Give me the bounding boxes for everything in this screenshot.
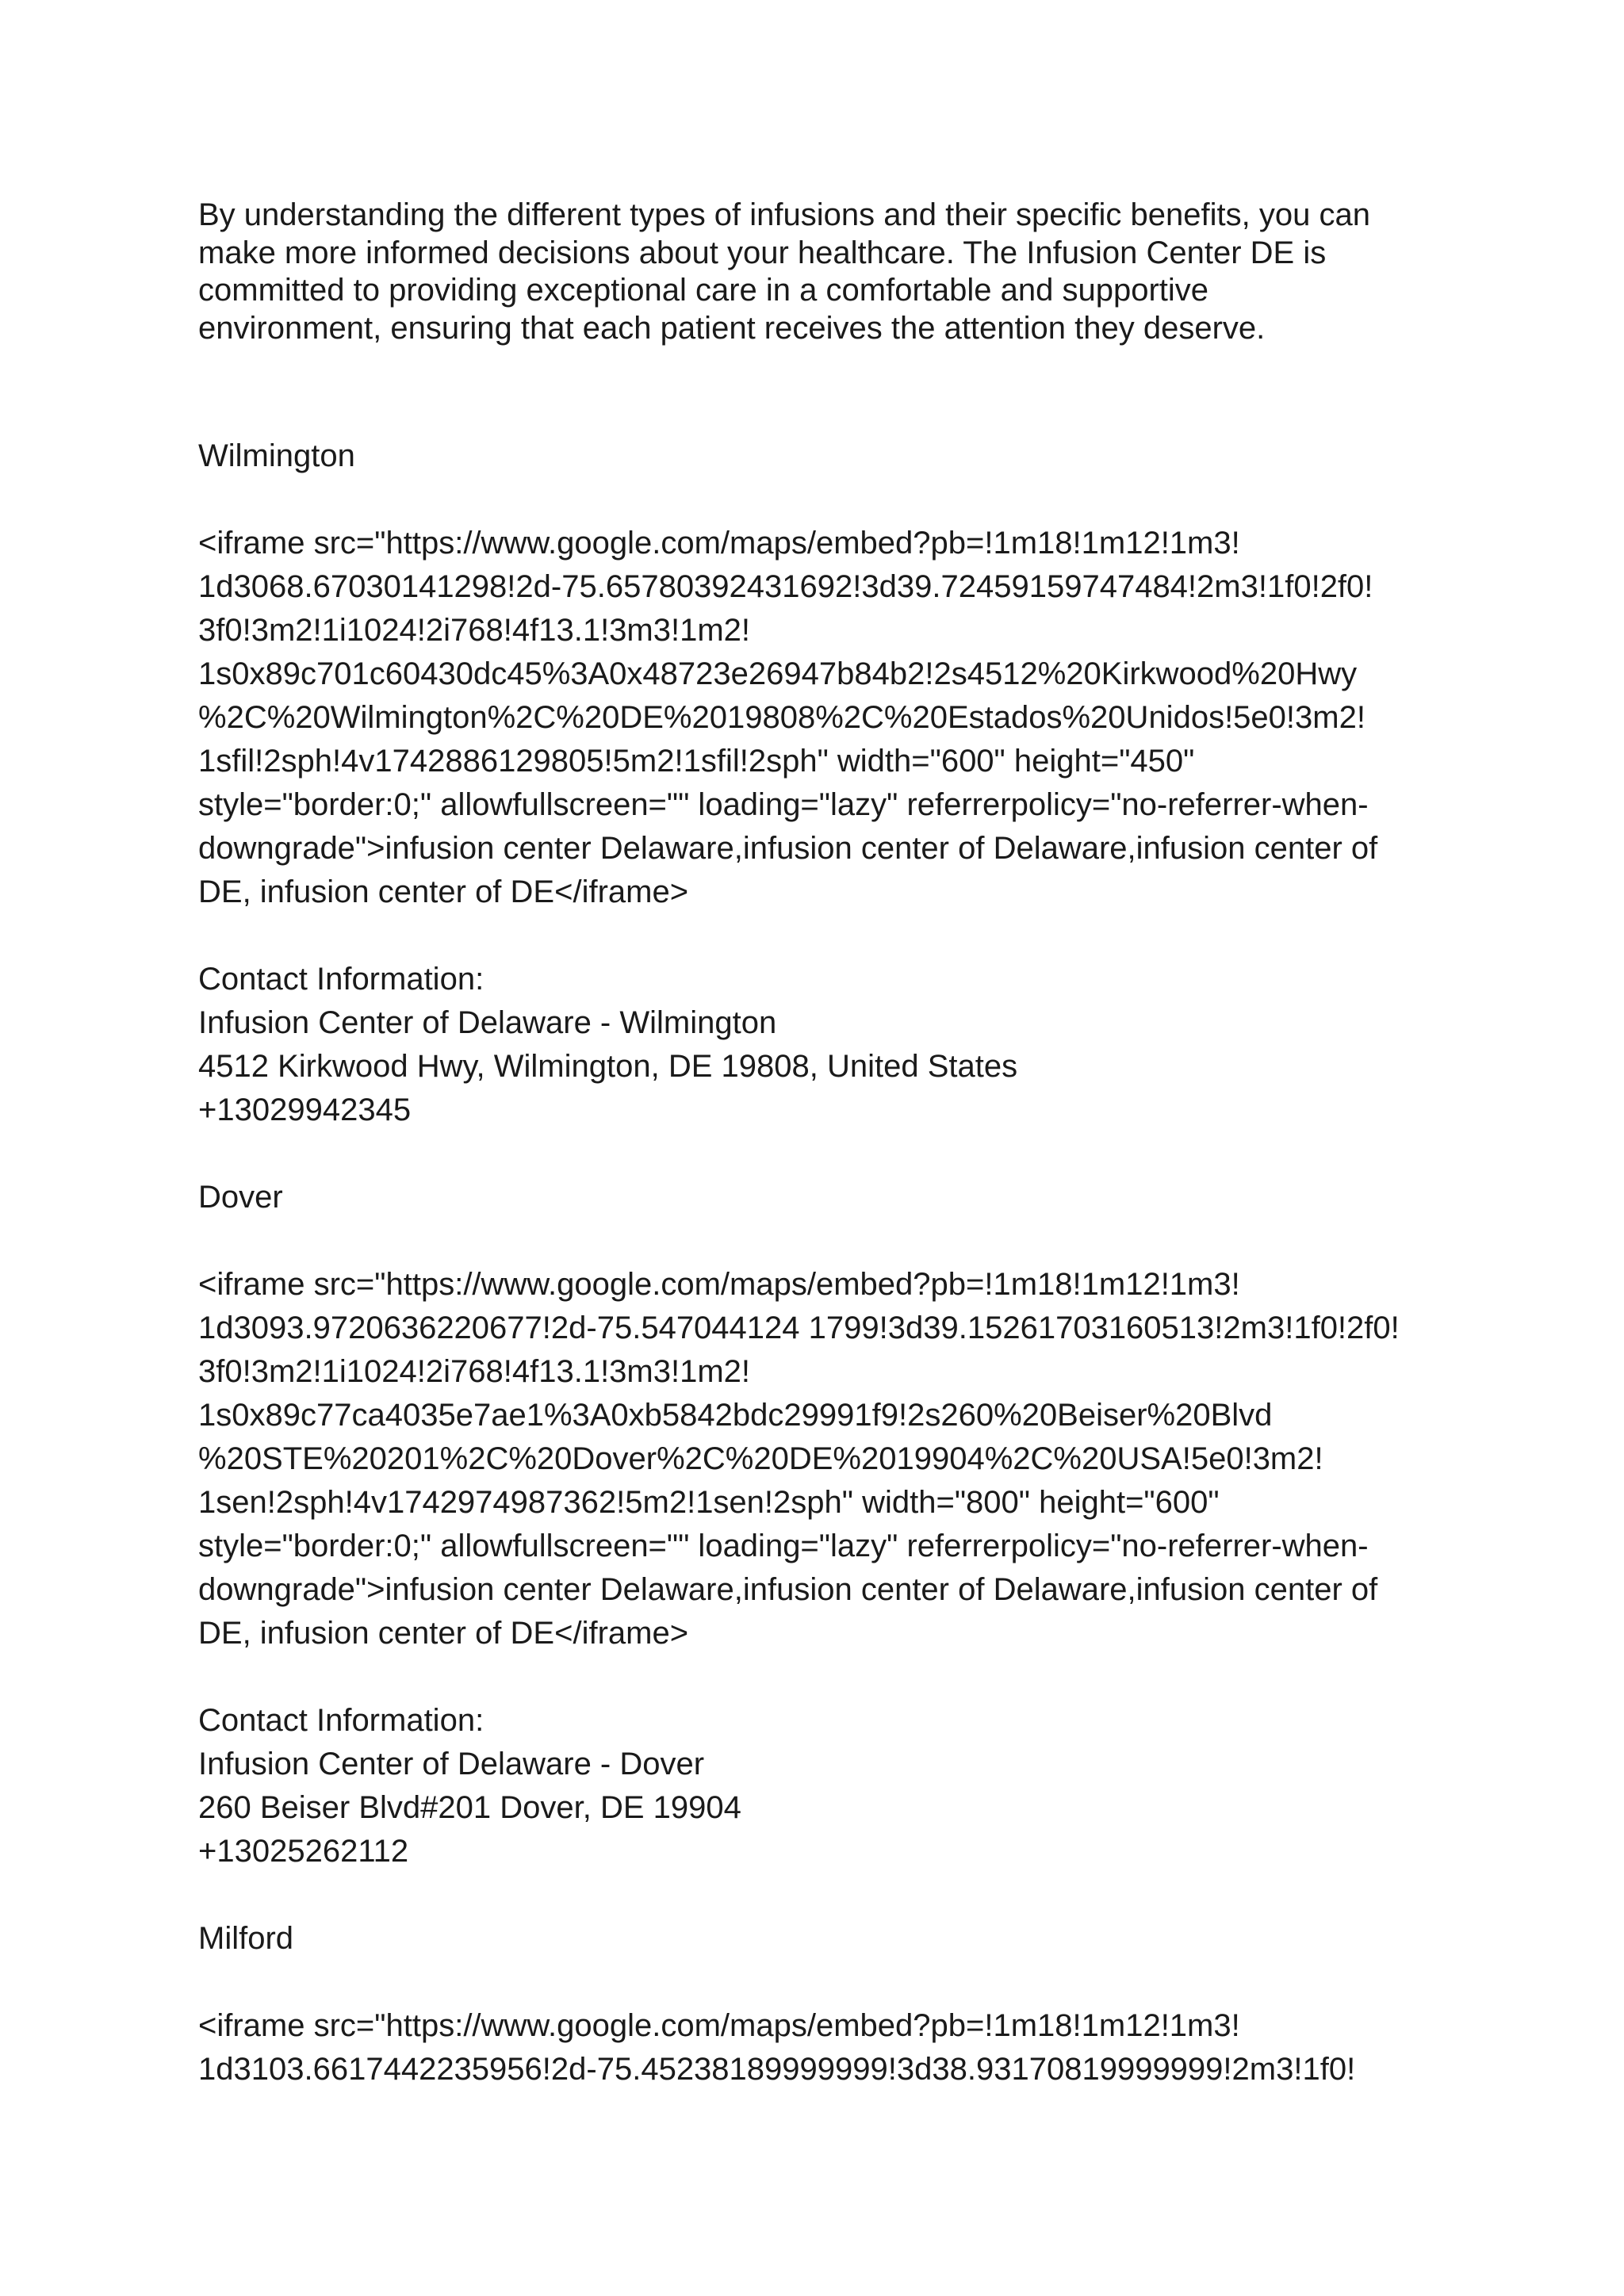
location-heading: Dover <box>198 1180 283 1215</box>
embed-line: 1d3068.67030141298!2d-75.65780392431692!3d39.72459159747484!2m3!1f0!2f0! <box>198 569 1373 604</box>
contact-block <box>198 958 1451 1132</box>
embed-line: 3f0!3m2!1i1024!2i768!4f13.1!3m3!1m2! <box>198 1354 751 1389</box>
embed-line: 3f0!3m2!1i1024!2i768!4f13.1!3m3!1m2! <box>198 613 751 648</box>
map-embed-code <box>198 522 1451 914</box>
document-page <box>198 197 1451 2091</box>
embed-line: 1sfil!2sph!4v1742886129805!5m2!1sfil!2sph" width="600" height="450" <box>198 744 1195 779</box>
location-dover <box>198 1176 1451 1873</box>
location-heading: Wilmington <box>198 438 355 473</box>
intro-paragraph <box>198 197 1451 347</box>
embed-line: 1d3103.6617442235956!2d-75.45238189999999!3d38.93170819999999!2m3!1f0! <box>198 2052 1356 2087</box>
embed-line: DE, infusion center of DE</iframe> <box>198 874 689 909</box>
embed-line: 1s0x89c701c60430dc45%3A0x48723e26947b84b2!2s4512%20Kirkwood%20Hwy <box>198 656 1358 691</box>
map-embed-code <box>198 2004 1451 2091</box>
intro-line: make more informed decisions about your healthcare. The Infusion Center DE is <box>198 235 1327 270</box>
intro-line: environment, ensuring that each patient receives the attention they deserve. <box>198 310 1266 346</box>
intro-line: committed to providing exceptional care in a comfortable and supportive <box>198 273 1209 308</box>
embed-line: downgrade">infusion center Delaware,infusion center of Delaware,infusion center of <box>198 831 1378 866</box>
embed-line: <iframe src="https://www.google.com/maps/embed?pb=!1m18!1m12!1m3! <box>198 1267 1240 1302</box>
embed-line: %2C%20Wilmington%2C%20DE%2019808%2C%20Estados%20Unidos!5e0!3m2! <box>198 700 1365 735</box>
embed-line: style="border:0;" allowfullscreen="" loading="lazy" referrerpolicy="no-referrer-when- <box>198 787 1369 822</box>
contact-phone: +13025262112 <box>198 1834 409 1869</box>
map-embed-code <box>198 1263 1451 1655</box>
contact-heading: Contact Information: <box>198 962 485 997</box>
embed-line: <iframe src="https://www.google.com/maps/embed?pb=!1m18!1m12!1m3! <box>198 2008 1240 2043</box>
intro-line: By understanding the different types of infusions and their specific benefits, you can <box>198 197 1370 232</box>
contact-name: Infusion Center of Delaware - Dover <box>198 1747 705 1781</box>
embed-line: style="border:0;" allowfullscreen="" loading="lazy" referrerpolicy="no-referrer-when- <box>198 1529 1369 1563</box>
contact-phone: +13029942345 <box>198 1093 412 1127</box>
embed-line: DE, infusion center of DE</iframe> <box>198 1616 689 1651</box>
contact-address: 260 Beiser Blvd#201 Dover, DE 19904 <box>198 1790 741 1825</box>
contact-heading: Contact Information: <box>198 1703 485 1738</box>
contact-address: 4512 Kirkwood Hwy, Wilmington, DE 19808, United States <box>198 1049 1018 1084</box>
embed-line: 1sen!2sph!4v1742974987362!5m2!1sen!2sph" width="800" height="600" <box>198 1485 1220 1520</box>
location-milford <box>198 1917 1451 2091</box>
contact-block <box>198 1699 1451 1873</box>
embed-line: downgrade">infusion center Delaware,infusion center of Delaware,infusion center of <box>198 1572 1378 1607</box>
embed-line: %20STE%20201%2C%20Dover%2C%20DE%2019904%2C%20USA!5e0!3m2! <box>198 1441 1323 1476</box>
contact-name: Infusion Center of Delaware - Wilmington <box>198 1005 777 1040</box>
embed-line: 1s0x89c77ca4035e7ae1%3A0xb5842bdc29991f9!2s260%20Beiser%20Blvd <box>198 1398 1273 1433</box>
location-heading: Milford <box>198 1921 294 1956</box>
embed-line: <iframe src="https://www.google.com/maps/embed?pb=!1m18!1m12!1m3! <box>198 526 1240 561</box>
embed-line: 1d3093.9720636220677!2d-75.547044124 1799!3d39.15261703160513!2m3!1f0!2f0! <box>198 1311 1400 1345</box>
location-wilmington <box>198 434 1451 1132</box>
